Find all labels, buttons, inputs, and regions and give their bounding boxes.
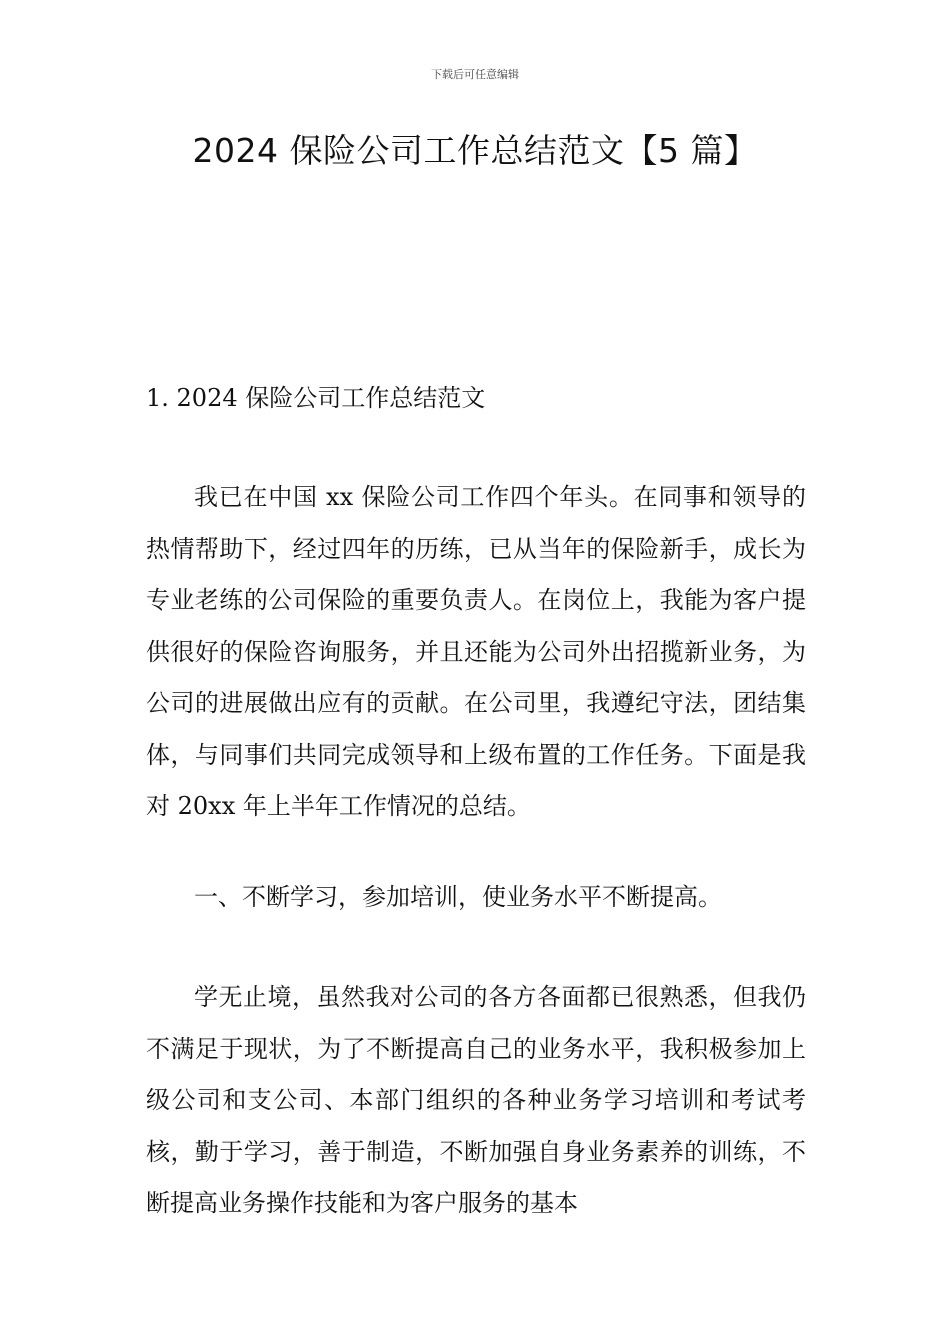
header-note: 下载后可任意编辑 <box>431 68 519 81</box>
document-title: 2024 保险公司工作总结范文【5 篇】 <box>192 131 758 170</box>
section-heading: 1. 2024 保险公司工作总结范文 <box>146 384 486 412</box>
body-paragraph-1: 我已在中国 xx 保险公司工作四个年头。在同事和领导的热情帮助下，经过四年的历练，已从当年的保险新手，成长为专业老练的公司保险的重要负责人。在岗位上，我能为客户提供很好的保险咨询服务，并且还能为公司外出招揽新业务，为公司的进展做出应有的贡献。在公司里，我遵纪守法，团结集体，与同事们共同完成领导和上级布置的工作任务。下面是我对 20xx 年上半年工作情况的总结。 <box>146 483 806 820</box>
subheading-1: 一、不断学习，参加培训，使业务水平不断提高。 <box>194 883 722 911</box>
body-paragraph-2: 学无止境，虽然我对公司的各方各面都已很熟悉，但我仍不满足于现状，为了不断提高自己的业务水平，我积极参加上级公司和支公司、本部门组织的各种业务学习培训和考试考核，勤于学习，善于制造，不断加强自身业务素养的训练，不断提高业务操作技能和为客户服务的基本 <box>146 983 806 1217</box>
